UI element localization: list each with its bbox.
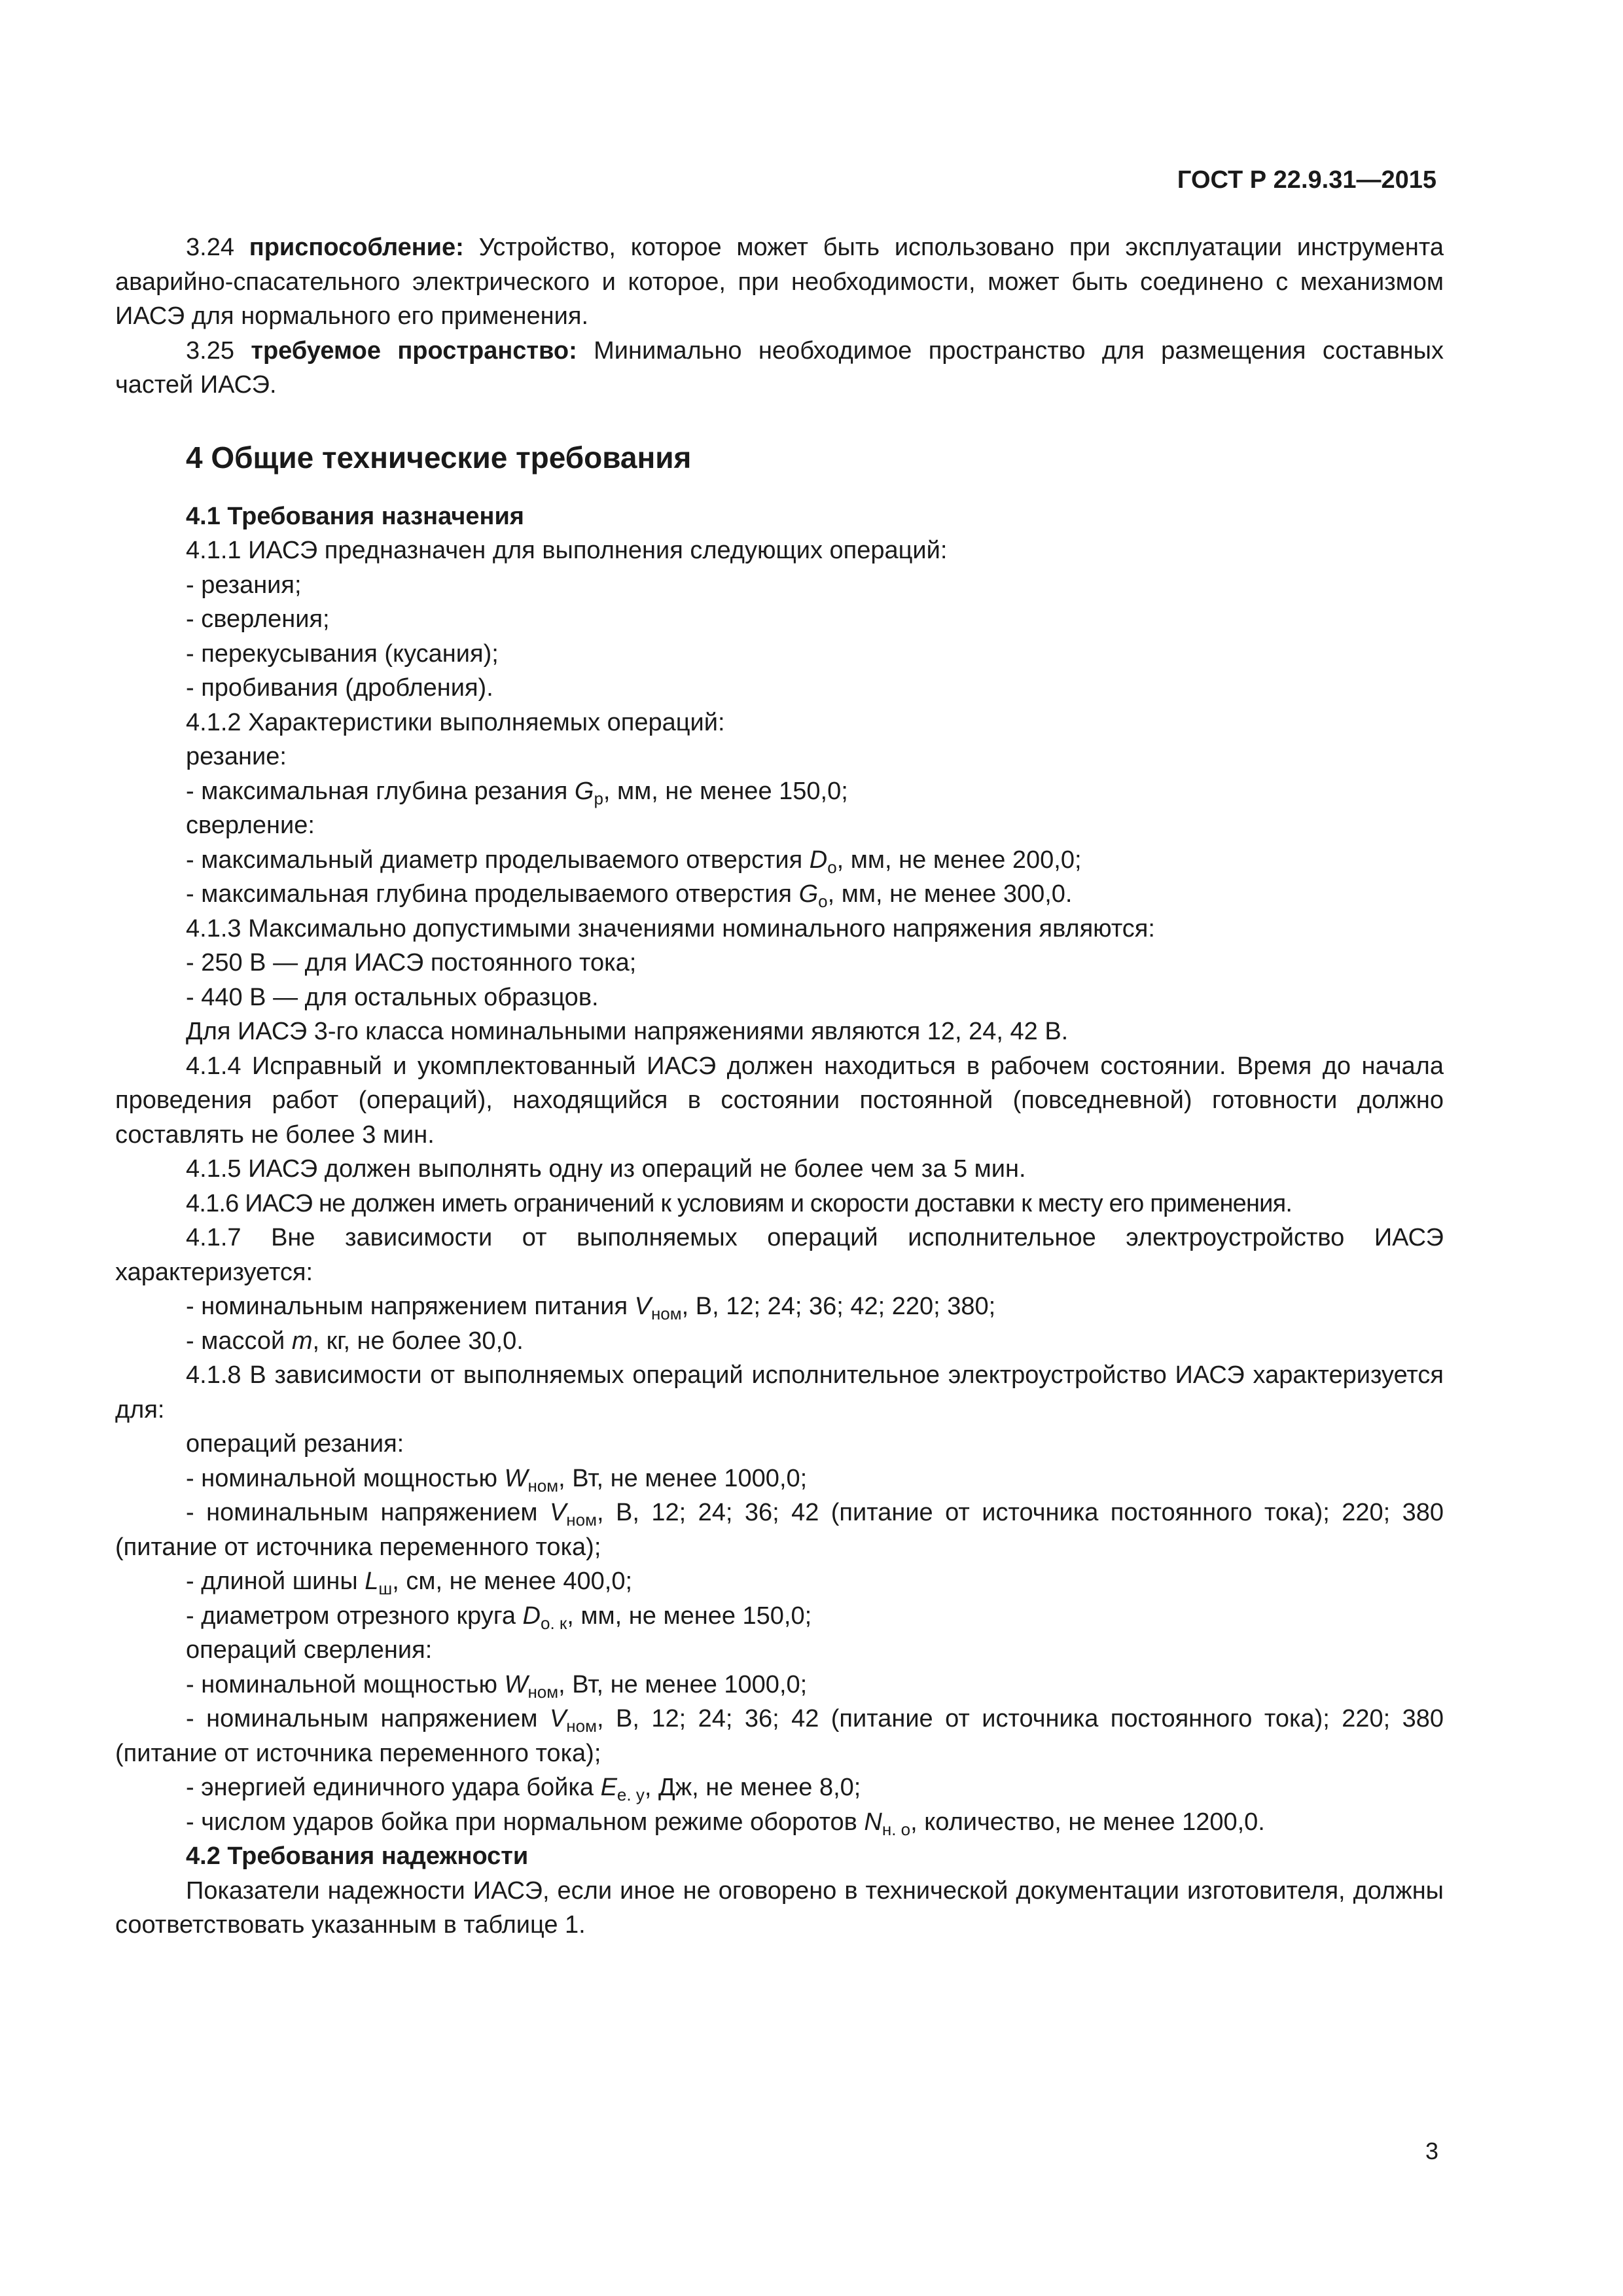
cutting-depth-item: - максимальная глубина резания $G_р$, мм, не менее 150,0; [186,777,848,808]
page-number: 3 [1425,2138,1438,2164]
section-4-heading: 4 Общие технические требования [186,440,692,475]
drilling-voltage-item: - номинальным напряжением $V_{ном}$, В, 12; 24; 36; 42 (питание от источника постоянного тока); 220; 380 (питание от источника переменного тока); [115,1705,1444,1767]
clause-4-1-4: 4.1.4 Исправный и укомплектованный ИАСЭ должен находиться в рабочем состоянии. Время до начала проведения работ (операций), находящийся в состоянии постоянной (повседневной) готовности должно составлять не более 3 мин. [115,1052,1444,1149]
mass-item: - массой m, кг, не более 30,0. [186,1327,524,1355]
hole-diameter-item: - максимальный диаметр проделываемого отверстия $D_о$, мм, не менее 200,0; [186,846,1082,877]
hole-depth-item: - максимальная глубина проделываемого отверстия $G_о$, мм, не менее 300,0. [186,880,1073,911]
voltage-item: - 440 В — для остальных образцов. [186,983,599,1011]
definition-text: Устройство, которое может быть использовано при эксплуатации инструмента аварийно-спасательного электрического и которое, при необходимости, может быть соединено с механизмом ИАСЭ для нормального его применения. [115,234,1444,330]
drilling-power-item: - номинальной мощностью $W_{ном}$, Вт, не менее 1000,0; [186,1670,808,1702]
definition-3-24 [115,230,1444,334]
clause-4-1-3: 4.1.3 Максимально допустимыми значениями номинального напряжения являются: [186,914,1155,942]
definition-term: требуемое пространство: [251,336,577,365]
cutting-operations-label: операций резания: [186,1430,404,1458]
clause-4-1-1: 4.1.1 ИАСЭ предназначен для выполнения следующих операций: [186,537,948,564]
drilling-label: сверление: [186,812,315,839]
definition-number: 3.24 [186,234,234,261]
subsection-4-1-heading: 4.1 Требования назначения [186,502,524,530]
definition-term: приспособление: [249,234,464,261]
class-3-voltages: Для ИАСЭ 3-го класса номинальными напряжениями являются 12, 24, 42 В. [186,1018,1069,1045]
impact-energy-item: - энергией единичного удара бойка $E_{е. у}$, Дж, не менее 8,0; [186,1774,861,1804]
reliability-text: Показатели надежности ИАСЭ, если иное не оговорено в технической документации изготовителя, должны соответствовать указанным в таблице 1. [115,1876,1444,1939]
cutting-power-item: - номинальной мощностью $W_{ном}$, Вт, не менее 1000,0; [186,1464,808,1496]
operation-item: - пробивания (дробления). [186,674,493,702]
supply-voltage-item: - номинальным напряжением питания $V_{ном}$, В, 12; 24; 36; 42; 220; 380; [186,1293,996,1323]
bar-length-item: - длиной шины $L_ш$, см, не менее 400,0; [186,1568,633,1598]
voltage-item: - 250 В — для ИАСЭ постоянного тока; [186,949,637,977]
cutting-label: резание: [186,743,287,770]
definition-3-25 [115,334,1444,403]
subsection-4-2-heading: 4.2 Требования надежности [186,1842,529,1870]
clause-4-1-8: 4.1.8 В зависимости от выполняемых операций исполнительное электроустройство ИАСЭ характеризуется для: [115,1361,1444,1424]
clause-4-1-6: 4.1.6 ИАСЭ не должен иметь ограничений к условиям и скорости доставки к месту его применения. [186,1189,1293,1217]
disc-diameter-item: - диаметром отрезного круга $D_{о. к}$, мм, не менее 150,0; [186,1602,812,1633]
clause-4-1-5: 4.1.5 ИАСЭ должен выполнять одну из операций не более чем за 5 мин. [186,1155,1026,1183]
drilling-operations-label: операций сверления: [186,1636,433,1664]
operation-item: - резания; [186,571,302,599]
impact-count-item: - числом ударов бойка при нормальном режиме оборотов $N_{н. о}$, количество, не менее 1200,0. [186,1808,1265,1839]
operation-item: - перекусывания (кусания); [186,639,499,668]
operation-item: - сверления; [186,605,330,633]
document-id-header: ГОСТ Р 22.9.31—2015 [1177,166,1436,194]
definition-number: 3.25 [186,336,234,365]
clause-4-1-7: 4.1.7 Вне зависимости от выполняемых операций исполнительное электроустройство ИАСЭ характеризуется: [115,1224,1444,1286]
page-body [115,230,1444,1943]
cutting-voltage-item: - номинальным напряжением $V_{ном}$, В, 12; 24; 36; 42 (питание от источника постоянного тока); 220; 380 (питание от источника переменного тока); [115,1499,1444,1561]
definition-text: Минимально необходимое пространство для размещения составных частей ИАСЭ. [115,336,1444,399]
clause-4-1-2: 4.1.2 Характеристики выполняемых операций: [186,708,725,736]
